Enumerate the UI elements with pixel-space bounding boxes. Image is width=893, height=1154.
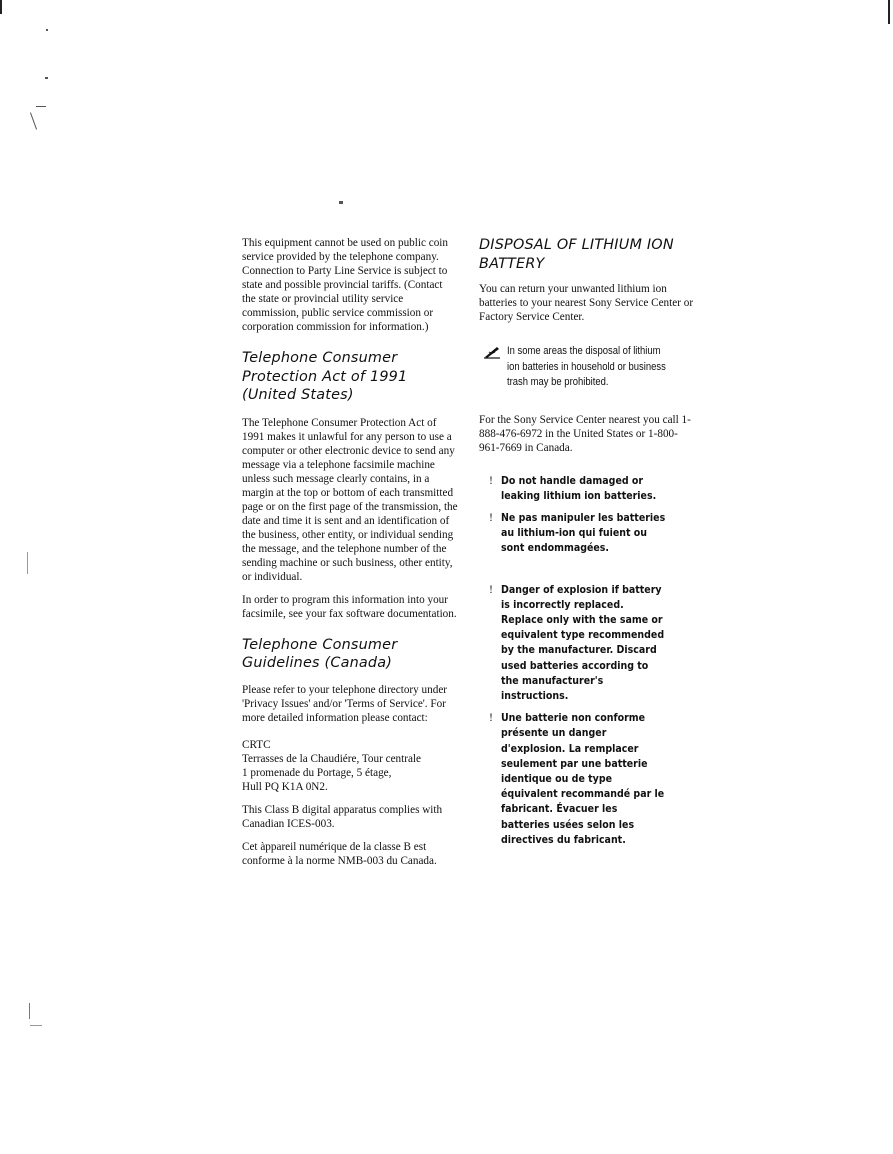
disposal-note-text: In some areas the disposal of lithium ion batteries in household or business trash may be prohibited. [507,345,666,388]
canada-guidelines-paragraph: Please refer to your telephone directory under 'Privacy Issues' and/or 'Terms of Service'. For more detailed information please contact: [242,683,448,724]
warning-text: Danger of explosion if battery is incorrectly replaced. Replace only with the same or equivalent type recommended by the manufacturer. Discard used batteries according to the manufacturer's instructions. [501,582,665,702]
tcpa-heading: Telephone Consumer Protection Act of 1991 (United States) [242,350,408,403]
program-info-paragraph: In order to program this information into your facsimile, see your fax software documentation. [242,593,457,620]
warning-icon: ! [489,472,493,487]
public-coin-service-paragraph: This equipment cannot be used on public coin service provided by the telephone company. Connection to Party Line Service is subject to state and possible provincial tariffs. (Contact the state or provincial utility service commission, public service commission or corporation commission for information.) [242,237,448,333]
left-column [242,236,458,868]
address-line: CRTC [242,738,271,751]
warning-icon: ! [489,509,493,524]
lithium-disposal-heading: DISPOSAL OF LITHIUM ION BATTERY [479,237,674,272]
pencil-note-icon [483,344,501,364]
class-b-english: This Class B digital apparatus complies with Canadian ICES-003. [242,803,443,830]
tcpa-paragraph: The Telephone Consumer Protection Act of 1991 makes it unlawful for any person to use a computer or other electronic device to send any message via a telephone facsimile machine unless such message clearly contains, in a margin at the top or bottom of each transmitted page or on the first page of the transmission, the date and time it is sent and an identification of the business, other entity, or individual sending the message, and the telephone number of the sending machine or such business, other entity, or individual. [242,416,458,583]
address-line: Terrasses de la Chaudiére, Tour centrale [242,752,422,765]
warning-item [479,510,694,556]
scan-speck [30,1025,42,1026]
scan-edge-left [0,0,2,14]
scan-edge-right [888,0,890,24]
right-column [479,236,694,847]
scan-speck [27,552,28,574]
scan-speck [30,112,37,129]
warning-item [479,473,694,503]
address-line: Hull PQ K1A 0N2. [242,780,328,793]
warning-icon: ! [489,581,493,596]
service-center-paragraph: For the Sony Service Center nearest you call 1-888-476-6972 in the United States or 1-800-961-7669 in Canada. [479,413,691,454]
scan-speck [45,77,48,79]
scan-speck [29,1003,30,1019]
scan-speck [339,201,343,204]
crtc-address [242,738,458,794]
warning-text: Do not handle damaged or leaking lithium ion batteries. [501,473,657,502]
warning-item [479,710,694,847]
canada-guidelines-heading: Telephone Consumer Guidelines (Canada) [242,636,398,671]
return-batteries-paragraph: You can return your unwanted lithium ion batteries to your nearest Sony Service Center or Factory Service Center. [479,283,694,323]
warning-text: Une batterie non conforme présente un danger d'explosion. La remplacer seulement par une batterie identique ou de type équivalent recommandé par le fabricant. Évacuer les batteries usées selon les directives du fabricant. [501,711,665,846]
warning-text: Ne pas manipuler les batteries au lithium-ion qui fuient ou sont endommagées. [501,510,666,555]
warning-icon: ! [489,710,493,725]
warning-item [479,582,694,704]
class-b-french: Cet àppareil numérique de la classe B est conforme à la norme NMB-003 du Canada. [242,840,437,867]
disposal-note [483,344,694,391]
address-line: 1 promenade du Portage, 5 étage, [242,766,392,779]
scan-speck [46,29,48,31]
scan-speck [36,106,46,107]
